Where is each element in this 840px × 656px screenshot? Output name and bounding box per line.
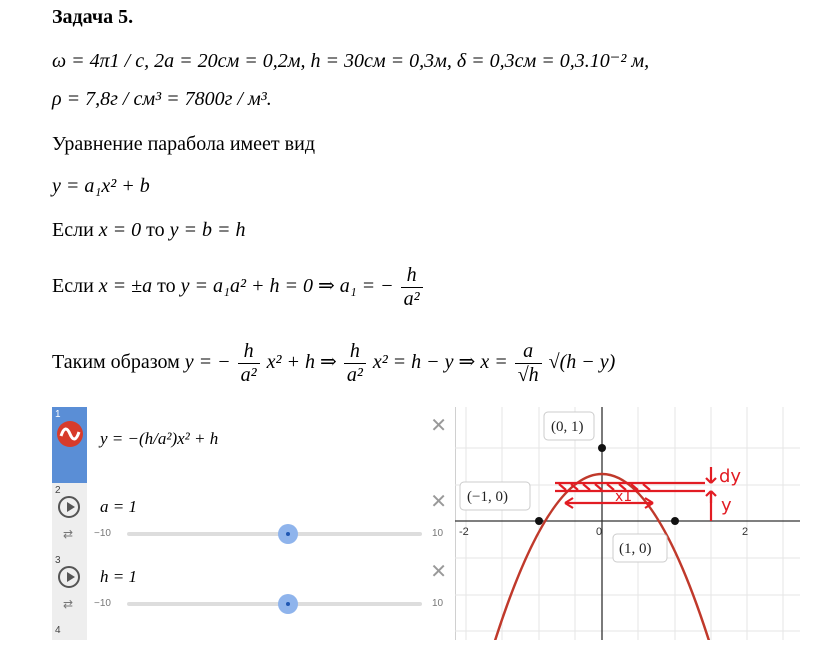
conclusion-part-1: y = − [184, 351, 231, 374]
case-2-prefix: Если [52, 275, 94, 298]
annotation-x1: x1 [615, 489, 633, 505]
expression-gutter [52, 483, 87, 553]
conclusion-line [52, 340, 615, 387]
expression-input[interactable]: a = 1 [100, 497, 137, 516]
close-icon[interactable]: ✕ [430, 413, 447, 437]
conclusion-fraction-1 [238, 340, 260, 387]
given-values-line-1: ω = 4π1 / c, 2a = 20см = 0,2м, h = 30см = 0,3м, δ = 0,3см = 0,3.10⁻² м, [52, 50, 650, 72]
svg-text:(1, 0): (1, 0) [619, 541, 652, 557]
fraction-numerator: h [349, 340, 360, 362]
tick-label: 0 [596, 526, 603, 538]
point-1-0 [671, 517, 679, 525]
conclusion-part-2: x² + h ⇒ [266, 351, 337, 374]
slider-max-label: 10 [432, 528, 444, 539]
cycle-icon[interactable]: ⇄ [63, 597, 74, 611]
expression-row-3[interactable] [52, 553, 455, 624]
slider-min-label: −10 [94, 598, 111, 609]
case-1-condition: x = 0 [98, 219, 142, 241]
expression-input[interactable]: h = 1 [100, 567, 137, 586]
fraction-numerator: h [243, 340, 254, 362]
point-label-neg-1-0 [460, 482, 530, 510]
cycle-icon[interactable]: ⇄ [63, 527, 74, 541]
slider-track[interactable] [127, 532, 422, 536]
expression-list [52, 407, 456, 640]
conclusion-part-4: √(h − y) [548, 351, 616, 374]
case-1-line [52, 219, 246, 242]
general-equation: y = a₁x² + b [52, 175, 150, 197]
desmos-logo-icon[interactable] [57, 421, 83, 447]
close-icon[interactable]: ✕ [430, 489, 447, 513]
point-neg-1-0 [535, 517, 543, 525]
tick-label: 2 [742, 526, 749, 538]
fraction-denominator: √h [515, 363, 542, 387]
conclusion-fraction-2 [344, 340, 366, 387]
fraction-numerator: h [406, 264, 417, 286]
problem-title: Задача 5. [52, 6, 134, 28]
fraction-denominator: a² [401, 287, 423, 311]
point-label-1-0 [613, 534, 667, 562]
expression-gutter [52, 407, 87, 483]
case-1-prefix: Если [52, 219, 94, 241]
fraction-denominator: a² [344, 363, 366, 387]
expression-row-4[interactable] [52, 623, 455, 640]
case-2-line [52, 264, 425, 311]
point-label-0-1 [544, 412, 594, 440]
case-1-result: y = b = h [169, 219, 246, 241]
fraction-denominator: a² [238, 363, 260, 387]
slider-handle[interactable] [278, 594, 298, 614]
fraction-numerator: a [523, 340, 534, 362]
expression-index: 3 [55, 555, 61, 566]
expression-gutter [52, 553, 87, 623]
slider-handle[interactable] [278, 524, 298, 544]
slider-min-label: −10 [94, 528, 111, 539]
hand-annotation [555, 467, 716, 521]
point-0-1 [598, 444, 606, 452]
graph-svg[interactable] [455, 407, 800, 640]
expression-input[interactable]: y = −(h/a²)x² + h [100, 429, 219, 448]
case-1-then: то [146, 219, 165, 241]
expression-gutter [52, 623, 87, 640]
slider-track[interactable] [127, 602, 422, 606]
close-icon[interactable]: ✕ [430, 559, 447, 583]
annotation-y: y [721, 495, 732, 516]
play-icon[interactable] [58, 566, 80, 588]
intro-text: Уравнение парабола имеет вид [52, 133, 315, 155]
annotation-dy: dy [719, 466, 742, 487]
expression-row-2[interactable] [52, 483, 455, 554]
expression-index: 1 [55, 409, 61, 420]
case-2-result: y = a₁a² + h = 0 ⇒ a₁ = − [180, 275, 394, 298]
case-2-fraction [401, 264, 423, 311]
svg-text:(−1, 0): (−1, 0) [467, 489, 508, 505]
conclusion-part-3: x² = h − y ⇒ x = [372, 351, 508, 374]
conclusion-prefix: Таким образом [52, 351, 180, 374]
expression-index: 4 [55, 625, 61, 636]
tick-label: -2 [459, 526, 469, 538]
svg-text:(0, 1): (0, 1) [551, 419, 584, 435]
graph-canvas[interactable] [455, 407, 800, 640]
expression-row-1[interactable] [52, 407, 455, 484]
conclusion-fraction-3 [515, 340, 542, 387]
case-2-then: то [157, 275, 176, 298]
given-values-line-2: ρ = 7,8г / см³ = 7800г / м³. [52, 88, 272, 110]
expression-index: 2 [55, 485, 61, 496]
play-icon[interactable] [58, 496, 80, 518]
case-2-condition: x = ±a [98, 275, 153, 298]
slider-max-label: 10 [432, 598, 444, 609]
